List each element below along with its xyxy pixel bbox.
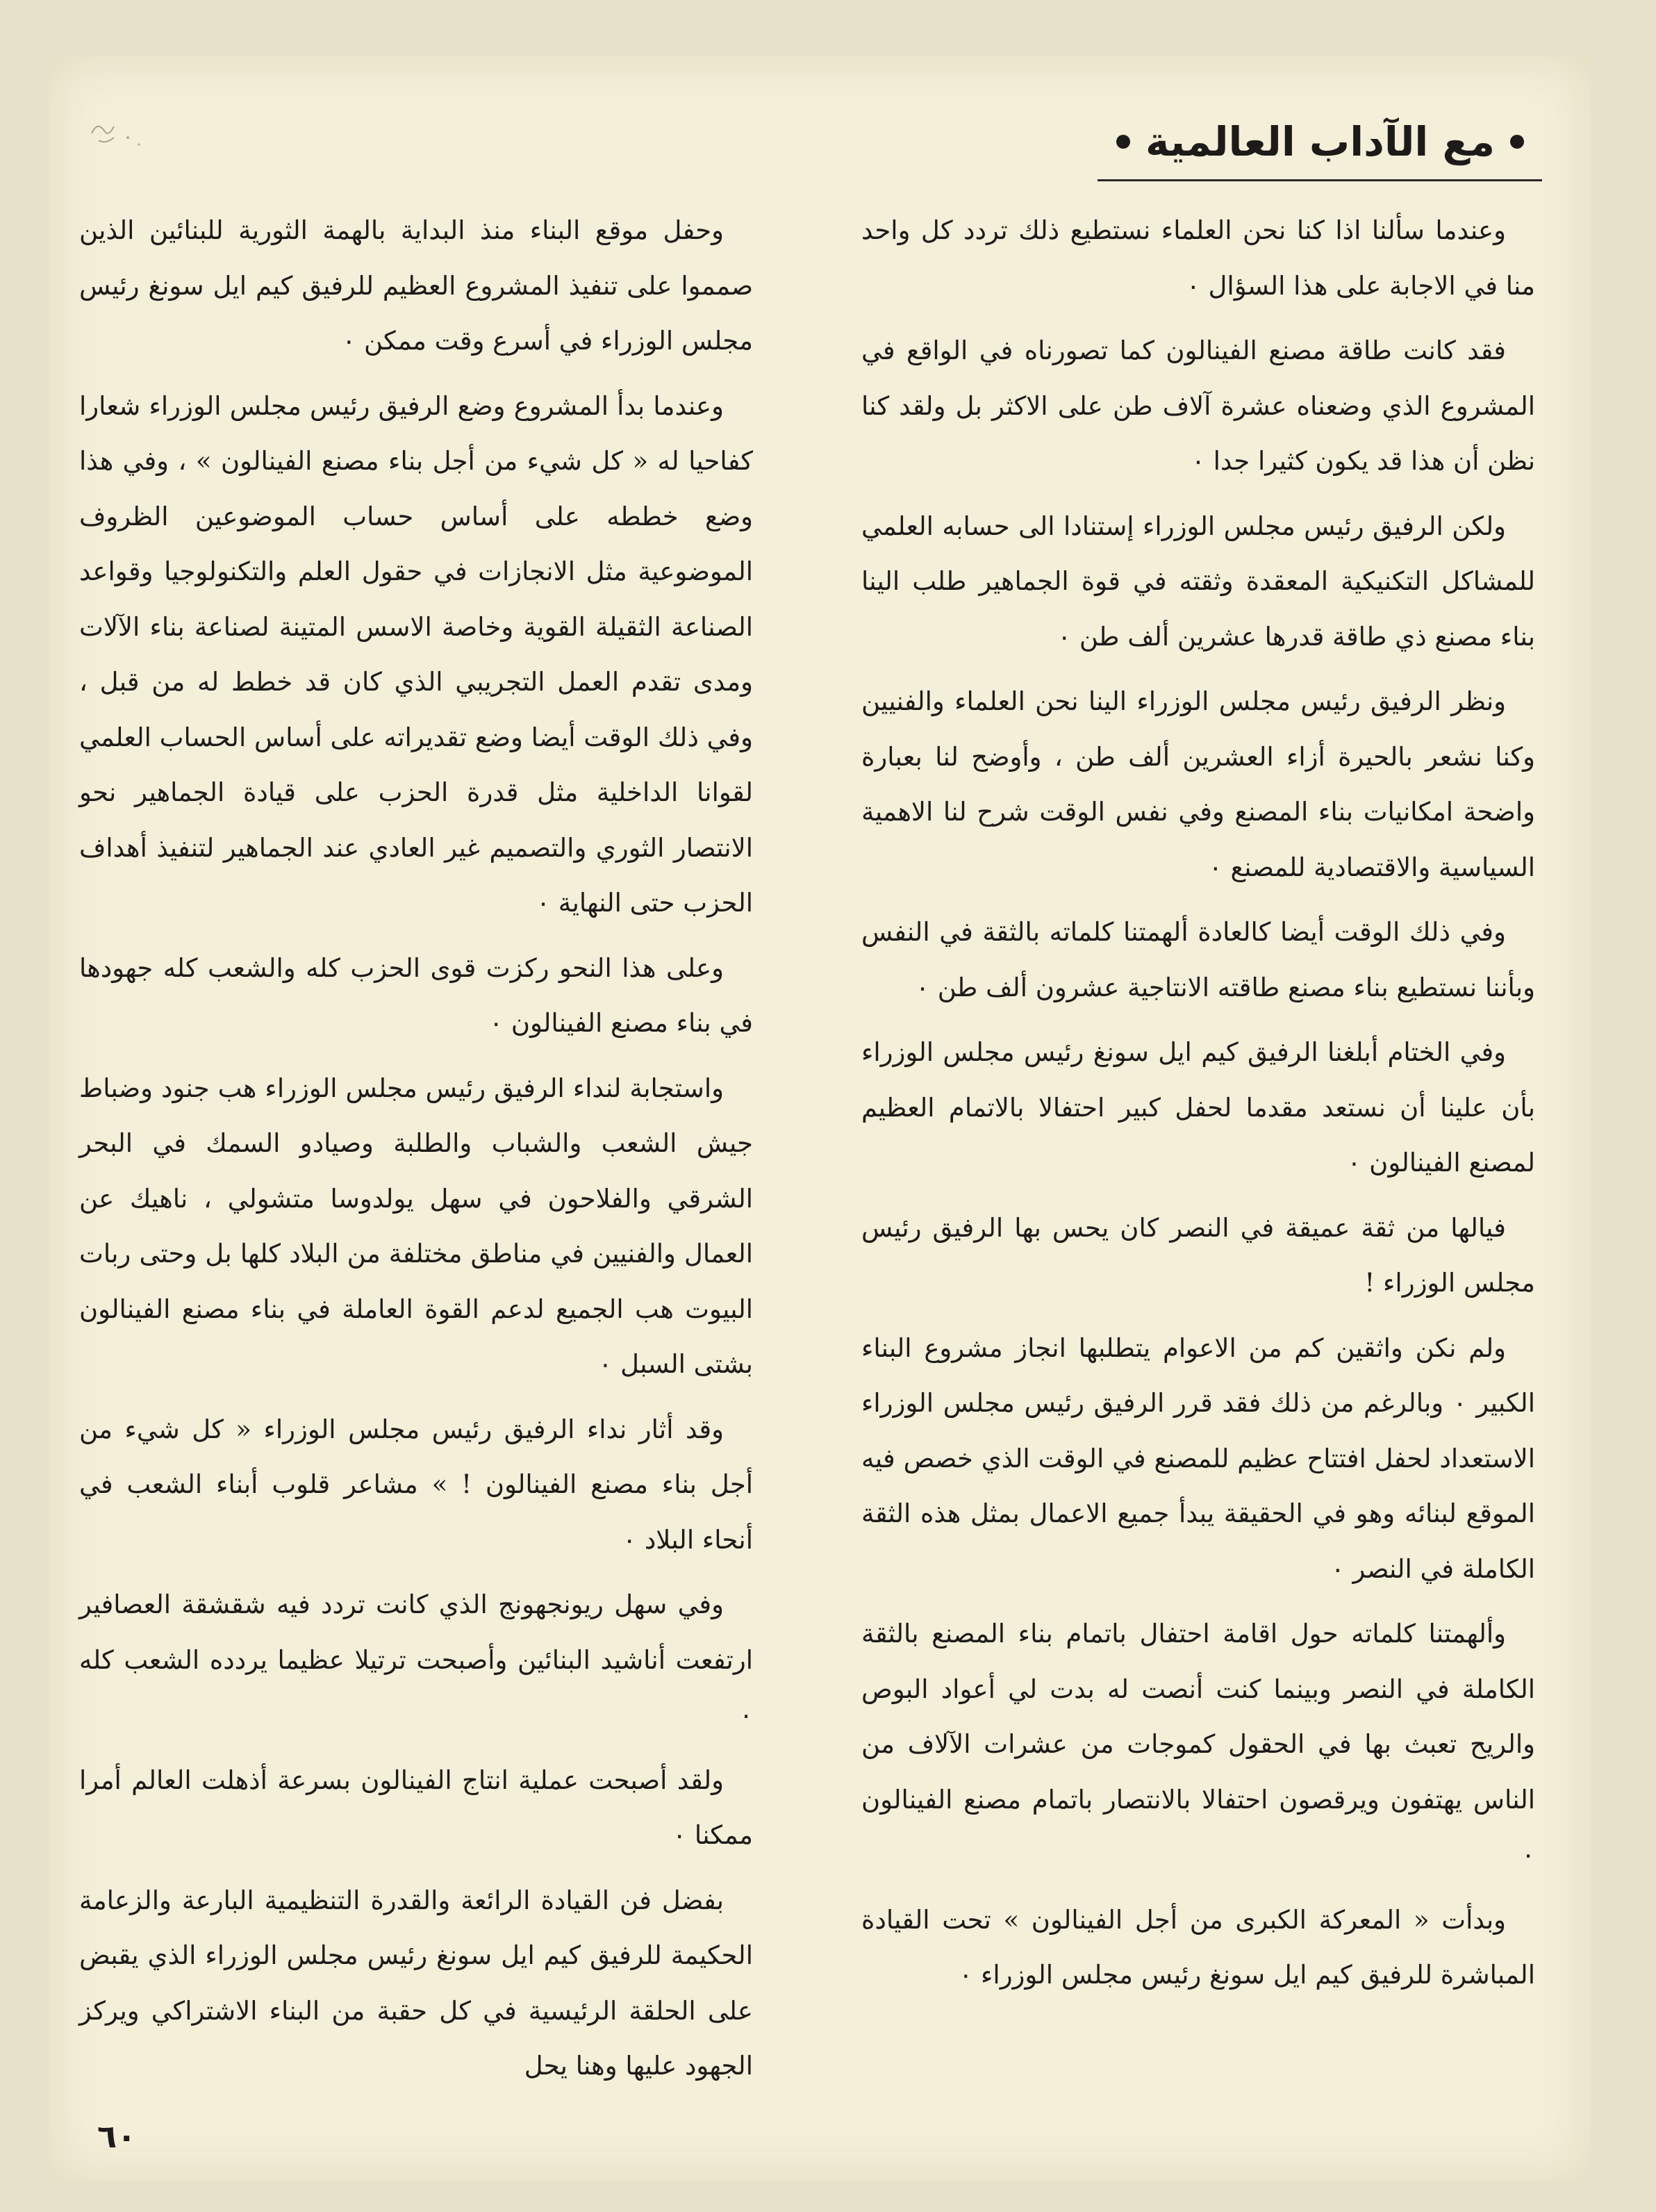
paragraph: وألهمتنا كلماته حول اقامة احتفال باتمام بناء المصنع بالثقة الكاملة في النصر وبينما كنت أنصت له بدت لي أعواد البوص والريح تعبث بها في الحقول كموجات من عشرات الآلاف من الناس يهتفون ويرقصون احتفالا بالانتصار باتمام مصنع الفينالون ٠ bbox=[861, 1619, 1535, 1870]
paragraph: وعلى هذا النحو ركزت قوى الحزب كله والشعب كله جهودها في بناء مصنع الفينالون ٠ bbox=[79, 952, 753, 1038]
bullet-dot-icon bbox=[1510, 135, 1524, 149]
section-header bbox=[1116, 118, 1524, 165]
bullet-dot-icon bbox=[1116, 135, 1130, 149]
paragraph: فقد كانت طاقة مصنع الفينالون كما تصورناه في الواقع في المشروع الذي وضعناه عشرة آلاف طن على الاكثر بل ولقد كنا نظن أن هذا قد يكون كثيرا جدا ٠ bbox=[861, 336, 1535, 476]
magazine-page bbox=[49, 56, 1591, 2181]
header-rule bbox=[1098, 179, 1542, 181]
paragraph: ونظر الرفيق رئيس مجلس الوزراء الينا نحن العلماء والفنيين وكنا نشعر بالحيرة أزاء العشرين ألف طن ، وأوضح لنا بعبارة واضحة امكانيات بناء المصنع وفي نفس الوقت شرح لنا الاهمية السياسية والاقتصادية للمصنع ٠ bbox=[861, 686, 1535, 882]
page-number: ٦٠ bbox=[97, 2118, 137, 2155]
paragraph: وفي سهل ريونجهونج الذي كانت تردد فيه شقشقة العصافير ارتفعت أناشيد البنائين وأصبحت ترتيلا عظيما يردده الشعب كله ٠ bbox=[79, 1590, 753, 1730]
paragraph: فيالها من ثقة عميقة في النصر كان يحس بها الرفيق رئيس مجلس الوزراء ! bbox=[861, 1212, 1535, 1298]
paragraph: وفي الختام أبلغنا الرفيق كيم ايل سونغ رئيس مجلس الوزراء بأن علينا أن نستعد مقدما لحفل كبير احتفالا بالاتمام العظيم لمصنع الفينالون ٠ bbox=[861, 1037, 1535, 1178]
paragraph: واستجابة لنداء الرفيق رئيس مجلس الوزراء هب جنود وضباط جيش الشعب والشباب والطلبة وصيادو السمك في البحر الشرقي والفلاحون في سهل يولدوسا متشولي ، ناهيك عن العمال والفنيين في مناطق مختلفة من البلاد كلها بل وحتى ربات البيوت هب الجميع لدعم القوة العاملة في بناء مصنع الفينالون بشتى السبل ٠ bbox=[79, 1073, 753, 1379]
paragraph: وحفل موقع البناء منذ البداية بالهمة الثورية للبنائين الذين صمموا على تنفيذ المشروع العظيم للرفيق كيم ايل سونغ رئيس مجلس الوزراء في أسرع وقت ممكن ٠ bbox=[79, 215, 753, 356]
section-title: مع الآداب العالمية bbox=[1145, 118, 1495, 165]
paragraph: وقد أثار نداء الرفيق رئيس مجلس الوزراء « كل شيء من أجل بناء مصنع الفينالون ! » مشاعر قلوب أبناء الشعب في أنحاء البلاد ٠ bbox=[79, 1414, 753, 1555]
paragraph: وفي ذلك الوقت أيضا كالعادة ألهمتنا كلماته بالثقة في النفس وبأننا نستطيع بناء مصنع طاقته الانتاجية عشرون ألف طن ٠ bbox=[861, 917, 1535, 1002]
paragraph: وبدأت « المعركة الكبرى من أجل الفينالون » تحت القيادة المباشرة للرفيق كيم ايل سونغ رئيس مجلس الوزراء ٠ bbox=[861, 1904, 1535, 1990]
paragraph: بفضل فن القيادة الرائعة والقدرة التنظيمية البارعة والزعامة الحكيمة للرفيق كيم ايل سونغ رئيس مجلس الوزراء الذي يقبض على الحلقة الرئيسية في كل حقبة من البناء الاشتراكي ويركز الجهود عليها وهنا يحل bbox=[79, 1885, 753, 2081]
ink-smudge-mark bbox=[85, 113, 161, 154]
text-column-left bbox=[79, 203, 753, 2148]
paragraph: وعندما بدأ المشروع وضع الرفيق رئيس مجلس الوزراء شعارا كفاحيا له « كل شيء من أجل بناء مصنع الفينالون » ، وفي هذا وضع خططه على أساس حساب الموضوعين الظروف الموضوعية مثل الانجازات في حقول العلم والتكنولوجيا وقواعد الصناعة الثقيلة القوية وخاصة الاسس المتينة لصناعة بناء الآلات ومدى تقدم العمل التجريبي الذي كان قد خطط له من قبل ، وفي ذلك الوقت أيضا وضع تقديراته على أساس الحساب العلمي لقوانا الداخلية مثل قدرة الحزب على قيادة الجماهير نحو الانتصار الثوري والتصميم غير العادي عند الجماهير لتنفيذ أهداف الحزب حتى النهاية ٠ bbox=[79, 390, 753, 918]
text-column-right bbox=[861, 203, 1535, 2148]
paragraph: وعندما سألنا اذا كنا نحن العلماء نستطيع ذلك تردد كل واحد منا في الاجابة على هذا السؤال ٠ bbox=[861, 215, 1535, 301]
paragraph: ولكن الرفيق رئيس مجلس الوزراء إستنادا الى حسابه العلمي للمشاكل التكنيكية المعقدة وثقته في قوة الجماهير طلب الينا بناء مصنع ذي طاقة قدرها عشرين ألف طن ٠ bbox=[861, 511, 1535, 652]
paragraph: ولقد أصبحت عملية انتاج الفينالون بسرعة أذهلت العالم أمرا ممكنا ٠ bbox=[79, 1765, 753, 1850]
paragraph: ولم نكن واثقين كم من الاعوام يتطلبها انجاز مشروع البناء الكبير ٠ وبالرغم من ذلك فقد قرر الرفيق رئيس مجلس الوزراء الاستعداد لحفل افتتاح عظيم للمصنع في الوقت الذي خصص فيه الموقع لبنائه وهو في الحقيقة يبدأ جميع الاعمال بمثل هذه الثقة الكاملة في النصر ٠ bbox=[861, 1332, 1535, 1584]
